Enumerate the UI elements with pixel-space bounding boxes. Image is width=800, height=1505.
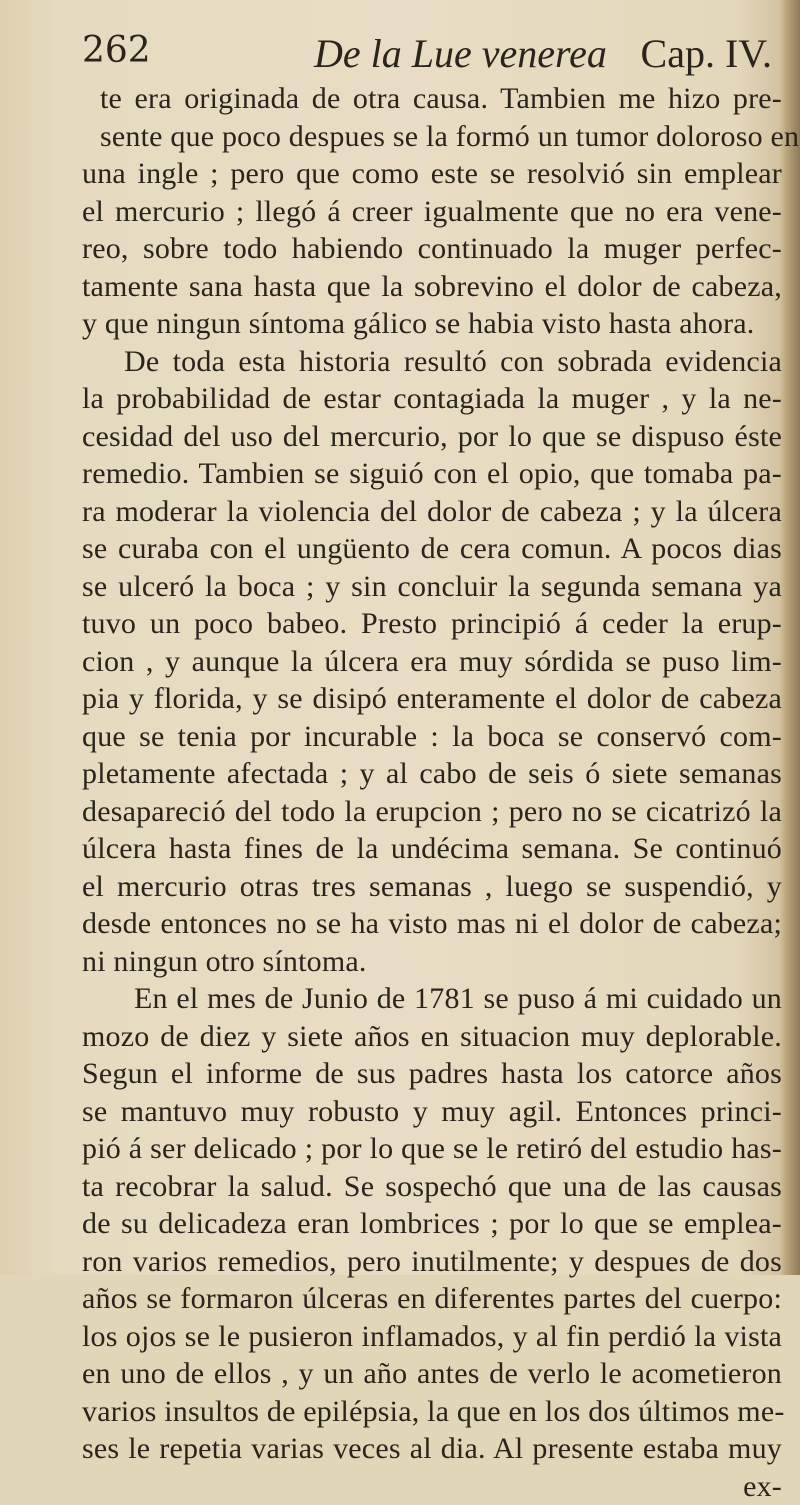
text-line: úlcera hasta fines de la undécima semana. Se continuó (82, 830, 782, 868)
text-line: en uno de ellos , y un año antes de verlo le acometieron (82, 1355, 782, 1393)
text-line: cesidad del uso del mercurio, por lo que se dispuso éste (82, 418, 782, 456)
text-line: varios insultos de epilépsia, la que en los dos últimos me- (82, 1393, 782, 1431)
text-line: remedio. Tambien se siguió con el opio, que tomaba pa- (82, 455, 782, 493)
text-line: pletamente afectada ; y al cabo de seis ó siete semanas (82, 755, 782, 793)
text-line: se mantuvo muy robusto y muy agil. Entonces princi- (82, 1093, 782, 1131)
text-line: De toda esta historia resultó con sobrada evidencia (82, 343, 782, 381)
text-line: el mercurio ; llegó á creer igualmente que no era vene- (82, 193, 782, 231)
text-line: que se tenia por incurable : la boca se conservó com- (82, 718, 782, 756)
text-line: mozo de diez y siete años en situacion muy deplorable. (82, 1018, 782, 1056)
text-line: pia y florida, y se disipó enteramente el dolor de cabeza (82, 680, 782, 718)
text-line: sente que poco despues se la formó un tumor doloroso en (82, 118, 782, 156)
text-line: tamente sana hasta que la sobrevino el dolor de cabeza, (82, 268, 782, 306)
text-line: los ojos se le pusieron inflamados, y al fin perdió la vista (82, 1318, 782, 1356)
text-line: se curaba con el ungüento de cera comun. A pocos dias (82, 530, 782, 568)
text-line: Segun el informe de sus padres hasta los catorce años (82, 1055, 782, 1093)
text-line: pió á ser delicado ; por lo que se le retiró del estudio has- (82, 1130, 782, 1168)
text-line: ses le repetia varias veces al dia. Al presente estaba muy (82, 1430, 782, 1468)
text-line: de su delicadeza eran lombrices ; por lo que se emplea- (82, 1205, 782, 1243)
text-line: una ingle ; pero que como este se resolvió sin emplear (82, 155, 782, 193)
text-line: desapareció del todo la erupcion ; pero no se cicatrizó la (82, 793, 782, 831)
text-line: ta recobrar la salud. Se sospechó que una de las causas (82, 1168, 782, 1206)
page-number: 262 (82, 30, 151, 71)
text-line: te era originada de otra causa. Tambien me hizo pre- (82, 80, 782, 118)
text-line: tuvo un poco babeo. Presto principió á ceder la erup- (82, 605, 782, 643)
text-line: reo, sobre todo habiendo continuado la muger perfec- (82, 230, 782, 268)
page-header (82, 30, 772, 80)
running-title: De la Lue venerea (314, 30, 607, 77)
text-line: cion , y aunque la úlcera era muy sórdida se puso lim- (82, 643, 782, 681)
text-line: En el mes de Junio de 1781 se puso á mi cuidado un (82, 980, 782, 1018)
text-line: la probabilidad de estar contagiada la muger , y la ne- (82, 380, 782, 418)
catchword: ex- (82, 1468, 782, 1505)
text-line: desde entonces no se ha visto mas ni el dolor de cabeza; (82, 905, 782, 943)
chapter-label: Cap. IV. (641, 30, 772, 77)
body-text (82, 80, 782, 1505)
text-line: años se formaron úlceras en diferentes partes del cuerpo: (82, 1280, 782, 1318)
text-line: ra moderar la violencia del dolor de cabeza ; y la úlcera (82, 493, 782, 531)
text-line: y que ningun síntoma gálico se habia visto hasta ahora. (82, 305, 782, 343)
text-line: se ulceró la boca ; y sin concluir la segunda semana ya (82, 568, 782, 606)
text-line: ni ningun otro síntoma. (82, 943, 782, 981)
text-line: el mercurio otras tres semanas , luego se suspendió, y (82, 868, 782, 906)
text-line: ron varios remedios, pero inutilmente; y despues de dos (82, 1243, 782, 1281)
